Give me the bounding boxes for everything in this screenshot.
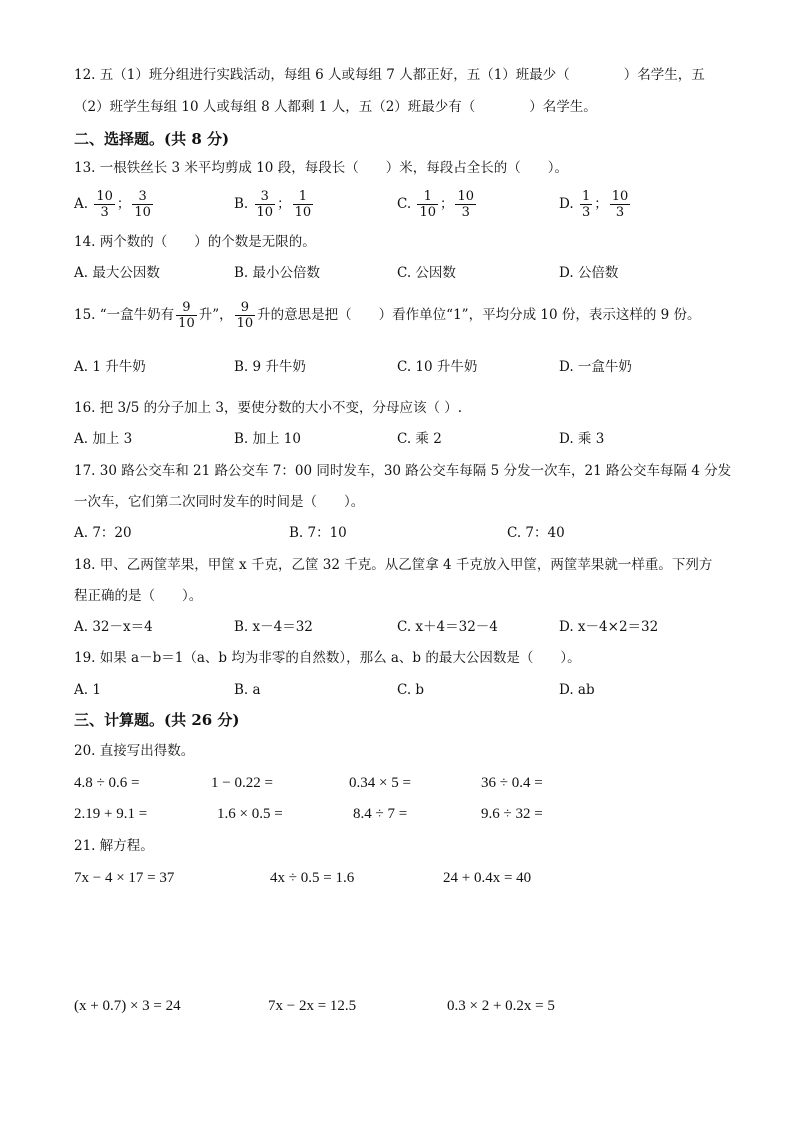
q17-option-a: A. 7：20	[74, 525, 132, 541]
q20-expr: 0.34 × 5 =	[349, 775, 411, 791]
q20-expr: 1.6 × 0.5 =	[217, 806, 283, 822]
q17-line2: 一次车，它们第二次同时发车的时间是（ ）。	[74, 494, 365, 510]
q15-option-a: A. 1 升牛奶	[74, 359, 146, 375]
q18-option-a: A. 32－x＝4	[74, 619, 153, 635]
q15-option-c: C. 10 升牛奶	[397, 359, 478, 375]
q18-line1: 18. 甲、乙两筐苹果，甲筐 x 千克，乙筐 32 千克。从乙筐拿 4 千克放入甲筐，两筐苹果就一样重。下列方	[74, 557, 713, 573]
q14-option-d: D. 公倍数	[559, 265, 619, 281]
q21-equation: 7x − 4 × 17 = 37	[74, 870, 175, 886]
fraction: $\frac{10}{3}$	[457, 189, 475, 220]
fraction: $\frac{3}{10}$	[134, 189, 151, 220]
section-title-choice: 二、选择题。(共 8 分)	[74, 130, 230, 148]
q21-equation: 24 + 0.4x = 40	[443, 870, 532, 886]
q20-expr: 9.6 ÷ 32 =	[481, 806, 543, 822]
fraction: $\frac{1}{10}$	[294, 189, 312, 220]
q14-option-b: B. 最小公倍数	[234, 265, 321, 281]
q21-stem: 21. 解方程。	[74, 838, 154, 854]
q13-stem: 13. 一根铁丝长 3 米平均剪成 10 段，每段长（ ）米，每段占全长的（ ）。	[74, 160, 568, 176]
q18-option-c: C. x＋4＝32－4	[397, 619, 498, 635]
q16-option-b: B. 加上 10	[234, 431, 301, 447]
q19-option-c: C. b	[397, 682, 425, 698]
q15-option-b: B. 9 升牛奶	[234, 359, 306, 375]
q16-option-d: D. 乘 3	[559, 431, 605, 447]
q16-option-a: A. 加上 3	[74, 431, 133, 447]
fraction: $\frac{10}{3}$	[96, 189, 113, 220]
q21-equation: 0.3 × 2 + 0.2x = 5	[447, 998, 555, 1014]
q21-equation: 4x ÷ 0.5 = 1.6	[270, 870, 355, 886]
fraction: $\frac{9}{10}$	[178, 300, 195, 331]
fraction: $\frac{1}{3}$	[581, 189, 591, 220]
section-title-calc: 三、计算题。(共 26 分)	[74, 711, 240, 729]
q13-option-b: B. $\frac{3}{10}$ ； $\frac{1}{10}$	[234, 189, 312, 220]
q14-stem: 14. 两个数的（ ）的个数是无限的。	[74, 234, 316, 250]
q15-option-d: D. 一盒牛奶	[559, 359, 632, 375]
fraction: $\frac{9}{10}$	[236, 300, 254, 331]
q17-option-b: B. 7：10	[289, 525, 347, 541]
q20-expr: 4.8 ÷ 0.6 =	[74, 775, 140, 791]
q20-expr: 2.19 + 9.1 =	[74, 806, 148, 822]
q17-option-c: C. 7：40	[507, 525, 565, 541]
fraction: $\frac{1}{10}$	[419, 189, 436, 220]
q21-equation: (x + 0.7) × 3 = 24	[74, 998, 181, 1014]
q12-line2: （2）班学生每组 10 人或每组 8 人都剩 1 人，五（2）班最少有（ ）名学生。	[74, 99, 597, 115]
q19-option-b: B. a	[234, 682, 261, 698]
q16-option-c: C. 乘 2	[397, 431, 442, 447]
q13-option-a: A. $\frac{10}{3}$ ； $\frac{3}{10}$	[74, 189, 151, 220]
q21-equation: 7x − 2x = 12.5	[268, 998, 357, 1014]
q19-option-d: D. ab	[559, 682, 595, 698]
q13-option-d: D. $\frac{1}{3}$ ； $\frac{10}{3}$	[559, 189, 629, 220]
q19-stem: 19. 如果 a－b＝1（a、b 均为非零的自然数），那么 a、b 的最大公因数是（ ）。	[74, 650, 581, 666]
q20-expr: 1 − 0.22 =	[211, 775, 273, 791]
q15-stem: 15. “一盒牛奶有 $\frac{9}{10}$ 升”， $\frac{9}{10}$ 升的意思是把（ ）看作单位“1”，平均分成 10 份，表示这样的 9 份。	[74, 300, 701, 331]
q18-option-b: B. x－4＝32	[234, 619, 313, 635]
fraction: $\frac{3}{10}$	[256, 189, 274, 220]
q14-option-c: C. 公因数	[397, 265, 456, 281]
q18-line2: 程正确的是（ ）。	[74, 588, 203, 604]
q12-line1: 12. 五（1）班分组进行实践活动，每组 6 人或每组 7 人都正好，五（1）班最少（ ）名学生，五	[74, 67, 705, 83]
q20-expr: 8.4 ÷ 7 =	[353, 806, 408, 822]
q20-expr: 36 ÷ 0.4 =	[481, 775, 543, 791]
q14-option-a: A. 最大公因数	[74, 265, 160, 281]
q19-option-a: A. 1	[74, 682, 101, 698]
q13-option-c: C. $\frac{1}{10}$ ； $\frac{10}{3}$	[397, 189, 475, 220]
fraction: $\frac{10}{3}$	[611, 189, 629, 220]
q18-option-d: D. x－4×2＝32	[559, 619, 659, 635]
q20-stem: 20. 直接写出得数。	[74, 743, 195, 759]
q16-stem: 16. 把 3/5 的分子加上 3，要使分数的大小不变，分母应该（ ）.	[74, 400, 463, 416]
q17-line1: 17. 30 路公交车和 21 路公交车 7：00 同时发车，30 路公交车每隔 5 分发一次车，21 路公交车每隔 4 分发	[74, 463, 732, 479]
